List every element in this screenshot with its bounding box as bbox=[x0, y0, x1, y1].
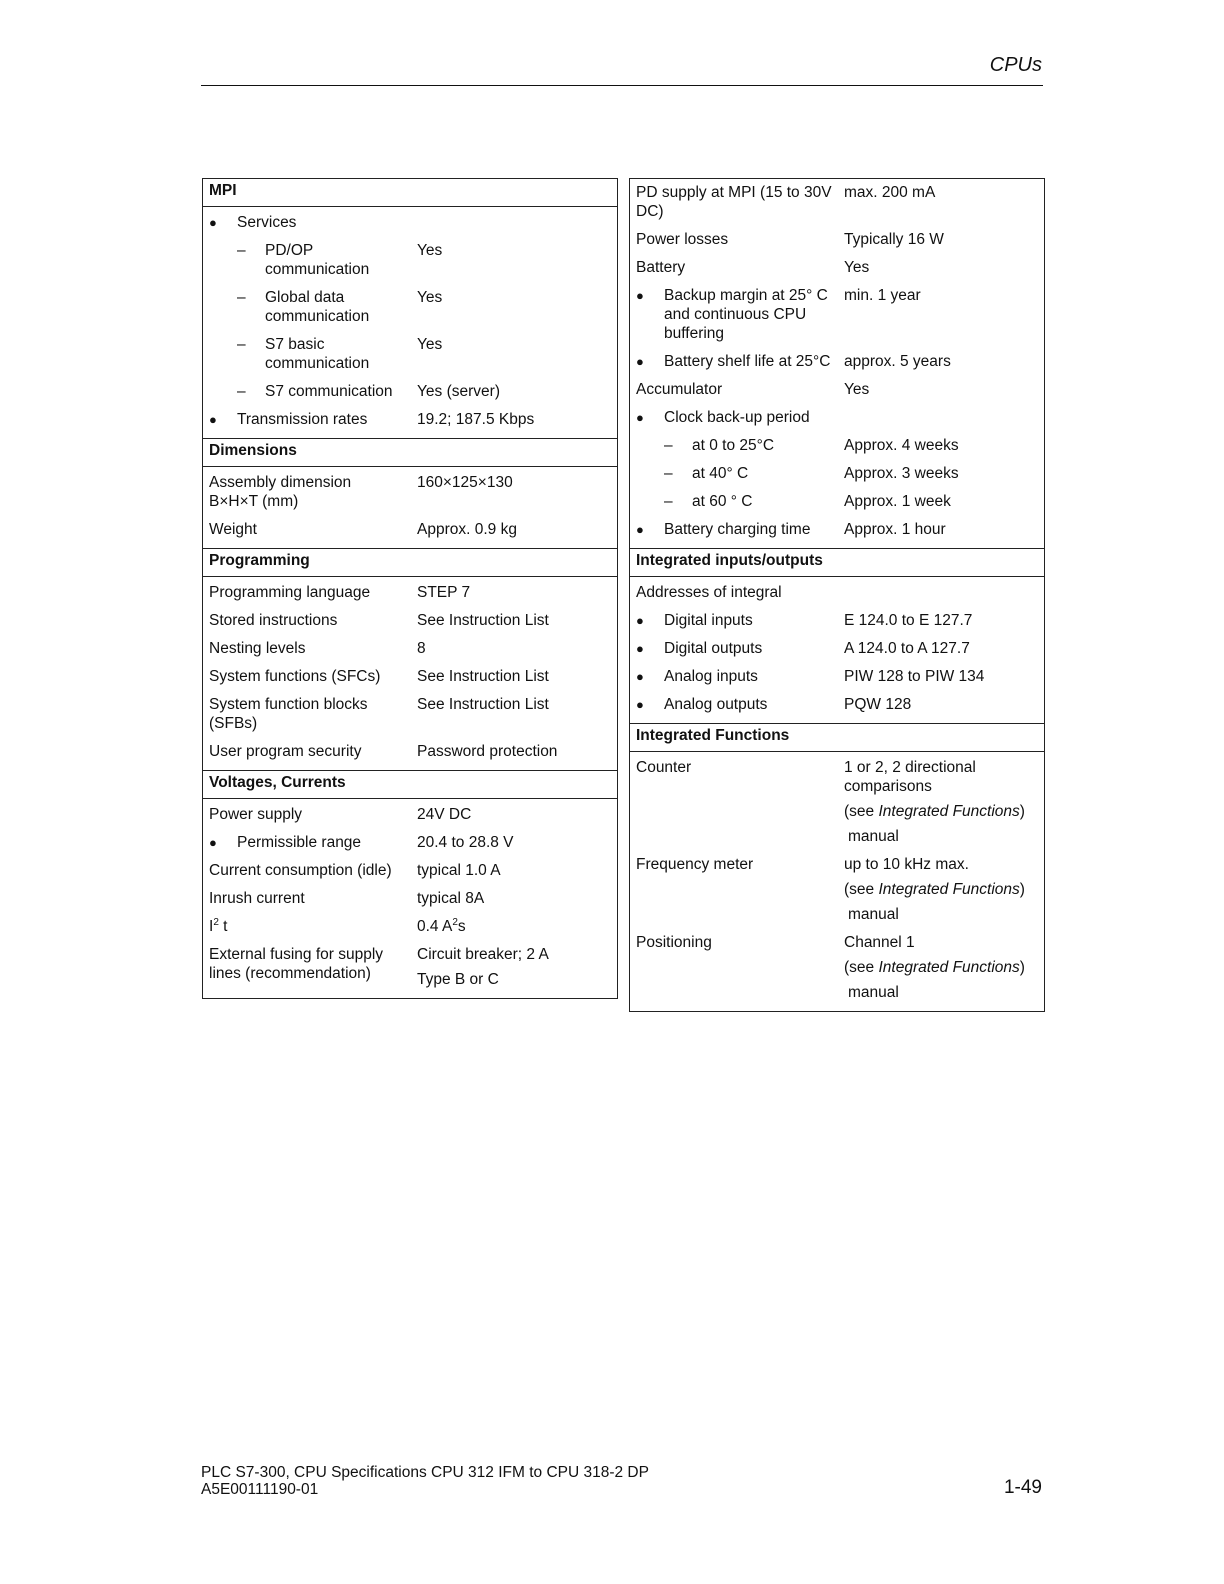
section-heading: Integrated Functions bbox=[630, 724, 1044, 752]
spec-label: Accumulator bbox=[636, 381, 723, 398]
section-voltages bbox=[203, 770, 617, 998]
spec-row bbox=[630, 350, 1044, 378]
bullet-icon: ● bbox=[636, 697, 644, 712]
section-functions bbox=[630, 723, 1044, 1011]
spec-value: typical 8A bbox=[417, 890, 485, 907]
spec-value: Approx. 0.9 kg bbox=[417, 521, 517, 538]
spec-label: PD/OP communication bbox=[265, 242, 370, 278]
spec-label: Battery shelf life at 25°C bbox=[664, 353, 831, 370]
spec-label: Analog outputs bbox=[664, 696, 768, 713]
spec-row bbox=[203, 577, 617, 609]
spec-label: Transmission rates bbox=[237, 411, 368, 428]
spec-row bbox=[203, 518, 617, 546]
spec-label: Analog inputs bbox=[664, 668, 758, 685]
page-header-title: CPUs bbox=[989, 54, 1042, 76]
footer-doc-number: A5E00111190-01 bbox=[201, 1481, 319, 1498]
spec-value: approx. 5 years bbox=[844, 353, 951, 370]
manual-note: manual bbox=[848, 828, 899, 845]
spec-value: min. 1 year bbox=[844, 287, 921, 304]
spec-row bbox=[203, 637, 617, 665]
spec-value: Approx. 1 hour bbox=[844, 521, 946, 538]
spec-label: at 0 to 25°C bbox=[692, 437, 775, 454]
section-programming bbox=[203, 548, 617, 770]
spec-label: S7 basic communication bbox=[265, 336, 370, 372]
spec-label: Battery bbox=[636, 259, 686, 276]
spec-label: Power losses bbox=[636, 231, 729, 248]
bullet-icon: ● bbox=[209, 412, 217, 427]
spec-label: Digital outputs bbox=[664, 640, 763, 657]
spec-value: See Instruction List bbox=[417, 668, 549, 685]
spec-row bbox=[630, 256, 1044, 284]
spec-row bbox=[630, 406, 1044, 434]
spec-value: Yes (server) bbox=[417, 383, 500, 400]
section-io bbox=[630, 548, 1044, 723]
spec-value: 20.4 to 28.8 V bbox=[417, 834, 514, 851]
spec-row bbox=[203, 915, 617, 943]
spec-row: – S7 communication Yes (server) bbox=[203, 380, 617, 408]
section-heading: Integrated inputs/outputs bbox=[630, 549, 1044, 577]
spec-value: PIW 128 to PIW 134 bbox=[844, 668, 985, 685]
section-heading: Dimensions bbox=[203, 439, 617, 467]
spec-row bbox=[630, 181, 1044, 228]
spec-row bbox=[203, 207, 617, 239]
spec-label: External fusing for supply lines (recommendation) bbox=[209, 946, 384, 982]
spec-row bbox=[203, 740, 617, 768]
spec-row bbox=[630, 853, 1044, 931]
spec-label: Addresses of integral bbox=[636, 584, 782, 601]
spec-value: E 124.0 to E 127.7 bbox=[844, 612, 973, 629]
spec-row bbox=[203, 859, 617, 887]
page-number: 1-49 bbox=[1003, 1477, 1042, 1498]
bullet-icon: ● bbox=[636, 641, 644, 656]
spec-value: up to 10 kHz max. bbox=[844, 856, 969, 873]
see-reference: (see Integrated Functions) bbox=[844, 881, 1025, 898]
spec-value: See Instruction List bbox=[417, 696, 549, 713]
spec-label: System function blocks (SFBs) bbox=[209, 696, 368, 732]
see-reference: (see Integrated Functions) bbox=[844, 959, 1025, 976]
bullet-icon: ● bbox=[636, 288, 644, 303]
spec-label: Backup margin at 25° C and continuous CPU buffering bbox=[664, 287, 828, 342]
spec-row: – S7 basic communication Yes bbox=[203, 333, 617, 380]
bullet-icon: ● bbox=[209, 215, 217, 230]
footer-document-info bbox=[201, 1464, 649, 1498]
spec-label: Current consumption (idle) bbox=[209, 862, 392, 879]
spec-value: typical 1.0 A bbox=[417, 862, 501, 879]
section-dimensions bbox=[203, 438, 617, 548]
spec-row bbox=[630, 693, 1044, 721]
spec-row bbox=[630, 518, 1044, 546]
spec-value: Yes bbox=[844, 259, 870, 276]
spec-value: Typically 16 W bbox=[844, 231, 944, 248]
spec-label: at 60 ° C bbox=[692, 493, 753, 510]
spec-label: Permissible range bbox=[237, 834, 362, 851]
spec-row bbox=[203, 693, 617, 740]
spec-row bbox=[630, 577, 1044, 609]
spec-row: – PD/OP communication Yes bbox=[203, 239, 617, 286]
spec-value: Channel 1 bbox=[844, 934, 915, 951]
spec-label: Nesting levels bbox=[209, 640, 306, 657]
spec-value: 8 bbox=[417, 640, 426, 657]
spec-value: Approx. 4 weeks bbox=[844, 437, 959, 454]
spec-value: Yes bbox=[844, 381, 870, 398]
spec-row: – at 0 to 25°C Approx. 4 weeks bbox=[630, 434, 1044, 462]
spec-label: Programming language bbox=[209, 584, 371, 601]
spec-label: Services bbox=[237, 214, 297, 231]
spec-value: max. 200 mA bbox=[844, 184, 936, 201]
manual-note: manual bbox=[848, 984, 899, 1001]
spec-label: at 40° C bbox=[692, 465, 749, 482]
spec-row bbox=[203, 665, 617, 693]
bullet-icon: ● bbox=[636, 354, 644, 369]
spec-row bbox=[630, 665, 1044, 693]
spec-label: Clock back-up period bbox=[664, 409, 810, 426]
spec-row bbox=[203, 799, 617, 831]
spec-row bbox=[630, 228, 1044, 256]
spec-value: Password protection bbox=[417, 743, 558, 760]
spec-value: See Instruction List bbox=[417, 612, 549, 629]
spec-label: Frequency meter bbox=[636, 856, 754, 873]
spec-value: 1 or 2, 2 directional comparisons bbox=[844, 759, 976, 795]
spec-row bbox=[630, 378, 1044, 406]
spec-label: Inrush current bbox=[209, 890, 305, 907]
spec-label: Power supply bbox=[209, 806, 303, 823]
spec-label: Assembly dimension bbox=[209, 474, 352, 491]
spec-label-i2t: $I^2$ t bbox=[209, 916, 228, 935]
see-reference: (see Integrated Functions) bbox=[844, 803, 1025, 820]
spec-value: Yes bbox=[417, 289, 443, 306]
spec-row: – at 60 ° C Approx. 1 week bbox=[630, 490, 1044, 518]
spec-value: Approx. 1 week bbox=[844, 493, 951, 510]
bullet-icon: ● bbox=[209, 835, 217, 850]
section-heading: MPI bbox=[203, 179, 617, 207]
spec-row: – Global data communication Yes bbox=[203, 286, 617, 333]
spec-value: Circuit breaker; 2 A bbox=[417, 946, 549, 963]
spec-value: 160×125×130 bbox=[417, 474, 513, 491]
section-power bbox=[630, 179, 1044, 548]
bullet-icon: ● bbox=[636, 669, 644, 684]
spec-value: PQW 128 bbox=[844, 696, 912, 713]
spec-row bbox=[203, 408, 617, 436]
spec-row bbox=[203, 943, 617, 996]
footer-title: PLC S7-300, CPU Specifications CPU 312 IFM to CPU 318-2 DP bbox=[201, 1464, 649, 1481]
spec-row bbox=[630, 637, 1044, 665]
spec-row bbox=[630, 609, 1044, 637]
spec-label: B×H×T (mm) bbox=[209, 493, 299, 510]
spec-table-right bbox=[629, 178, 1045, 1012]
spec-label: PD supply at MPI (15 to 30V DC) bbox=[636, 184, 832, 220]
bullet-icon: ● bbox=[636, 522, 644, 537]
spec-value: A 124.0 to A 127.7 bbox=[844, 640, 970, 657]
spec-label: User program security bbox=[209, 743, 362, 760]
spec-label: Battery charging time bbox=[664, 521, 811, 538]
spec-row bbox=[630, 284, 1044, 350]
spec-row bbox=[630, 931, 1044, 1009]
spec-label: Positioning bbox=[636, 934, 712, 951]
spec-row bbox=[630, 752, 1044, 853]
spec-label: Weight bbox=[209, 521, 257, 538]
spec-row bbox=[203, 831, 617, 859]
spec-value: 24V DC bbox=[417, 806, 472, 823]
spec-label: Stored instructions bbox=[209, 612, 338, 629]
spec-row bbox=[203, 467, 617, 518]
spec-value: Yes bbox=[417, 336, 443, 353]
spec-label: Digital inputs bbox=[664, 612, 753, 629]
spec-row bbox=[203, 887, 617, 915]
spec-table-left bbox=[202, 178, 618, 999]
section-mpi bbox=[203, 179, 617, 438]
spec-row bbox=[203, 609, 617, 637]
manual-note: manual bbox=[848, 906, 899, 923]
spec-value-i2t: 0.4 $A^2s$ bbox=[417, 916, 466, 935]
spec-value: Approx. 3 weeks bbox=[844, 465, 959, 482]
section-heading: Voltages, Currents bbox=[203, 771, 617, 799]
header-rule bbox=[201, 85, 1043, 86]
spec-value: Yes bbox=[417, 242, 443, 259]
bullet-icon: ● bbox=[636, 410, 644, 425]
spec-value: STEP 7 bbox=[417, 584, 471, 601]
bullet-icon: ● bbox=[636, 613, 644, 628]
section-heading: Programming bbox=[203, 549, 617, 577]
spec-label: S7 communication bbox=[265, 383, 393, 400]
spec-value: Type B or C bbox=[417, 971, 499, 988]
spec-label: System functions (SFCs) bbox=[209, 668, 381, 685]
spec-value: 19.2; 187.5 Kbps bbox=[417, 411, 535, 428]
spec-row: – at 40° C Approx. 3 weeks bbox=[630, 462, 1044, 490]
spec-label: Counter bbox=[636, 759, 692, 776]
spec-label: Global data communication bbox=[265, 289, 370, 325]
